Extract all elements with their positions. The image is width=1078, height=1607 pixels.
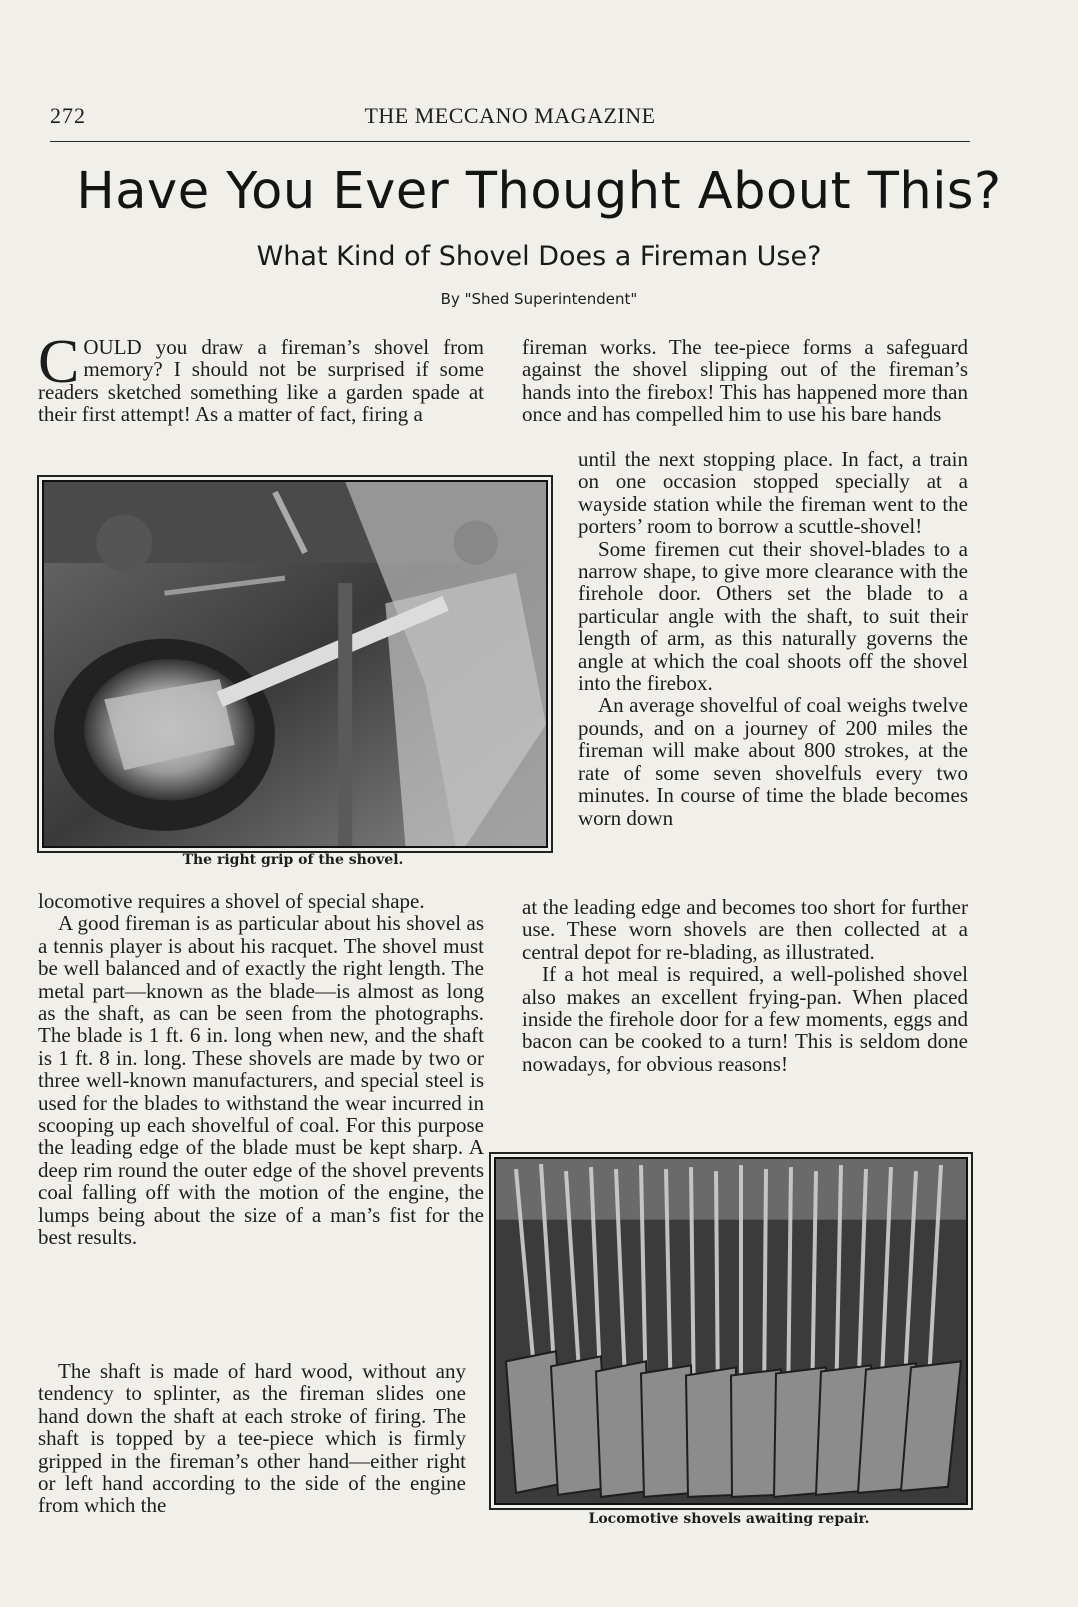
shovel-grip-image — [44, 482, 546, 846]
opening-paragraph — [38, 328, 484, 427]
article-subtitle: What Kind of Shovel Does a Fireman Use? — [256, 241, 822, 272]
caption-shovels-rack: Locomotive shovels awaiting repair. — [588, 1511, 870, 1527]
paragraph-firemen-cut: Some firemen cut their shovel-blades to a narrow shape, to give more clearance with the firehole door. Others set the blade to a particular angle with the shaft, to suit their length of arm, as this naturally governs the angle at which the coal shoots off the shovel into the firebox. — [578, 536, 968, 696]
running-header — [50, 103, 970, 133]
right-column-wide — [522, 896, 968, 1075]
left-column-bottom — [38, 1360, 466, 1517]
left-column-top — [38, 328, 484, 427]
paragraph-stopping-place: until the next stopping place. In fact, a train on one occasion stopped specially at a wayside station while the fireman went to the porters’ room to borrow a scuttle-shovel! — [578, 447, 968, 539]
header-rule — [50, 141, 970, 142]
paragraph-good-fireman: A good fireman is as particular about his shovel as a tennis player is about his racquet. The shovel must be well balanced and of exactly the right length. The metal part—known as the blade—is almost as long as the shaft, as can be seen from the photographs. The blade is 1 ft. 6 in. long when new, and the shaft is 1 ft. 8 in. long. These shovels are made by two or three well-known manufacturers, and special steel is used for the blades to withstand the wear incurred in scooping up each shovelful of coal. For this purpose the leading edge of the blade must be kept sharp. A deep rim round the outer edge of the shovel prevents coal falling off with the motion of the engine, the lumps being about the size of a man’s fist for the best results. — [38, 911, 484, 1250]
photo-shovels-rack — [494, 1157, 968, 1505]
right-column-top — [522, 336, 968, 426]
right-column-narrow — [578, 448, 968, 829]
shovels-rack-image — [496, 1159, 966, 1503]
paragraph-tee-piece: fireman works. The tee-piece forms a safeguard against the shovel slipping out of the fireman’s hands into the firebox! This has happened more than once and has compelled him to use his bare hands — [522, 335, 968, 427]
article-byline: By "Shed Superintendent" — [440, 290, 638, 308]
photo-shovel-grip — [42, 480, 548, 848]
paragraph-shaft: The shaft is made of hard wood, without any tendency to splinter, as the fireman slides one hand down the shaft at each stroke of firing. The shaft is topped by a tee-piece which is firmly gripped in the fireman’s other hand—either right or left hand according to the side of the engine from which the — [38, 1359, 466, 1518]
drop-cap: C — [38, 328, 80, 396]
page-number: 272 — [50, 103, 86, 128]
left-column-mid — [38, 890, 484, 1249]
paragraph-re-blading: at the leading edge and becomes too short for further use. These worn shovels are then collected at a central depot for re-blading, as illustrated. — [522, 895, 968, 964]
opening-text: OULD you draw a fireman’s shovel from memory? I should not be surprised if some readers sketched something like a garden spade at their first attempt! As a matter of fact, firing a — [38, 335, 484, 427]
magazine-title: THE MECCANO MAGAZINE — [364, 103, 656, 128]
caption-shovel-grip: The right grip of the shovel. — [182, 852, 404, 868]
article-title: Have You Ever Thought About This? — [76, 162, 1002, 221]
paragraph-average-shovelful: An average shovelful of coal weighs twelve pounds, and on a journey of 200 miles the fireman will make about 800 strokes, at the rate of some seven shovelfuls every two minutes. In course of time the blade becomes worn down — [578, 693, 968, 830]
paragraph-frying-pan: If a hot meal is required, a well-polished shovel also makes an excellent frying-pan. When placed inside the firehole door for a few moments, eggs and bacon can be cooked to a turn! This is seldom done nowadays, for obvious reasons! — [522, 962, 968, 1076]
paragraph-locomotive: locomotive requires a shovel of special shape. — [38, 889, 425, 913]
